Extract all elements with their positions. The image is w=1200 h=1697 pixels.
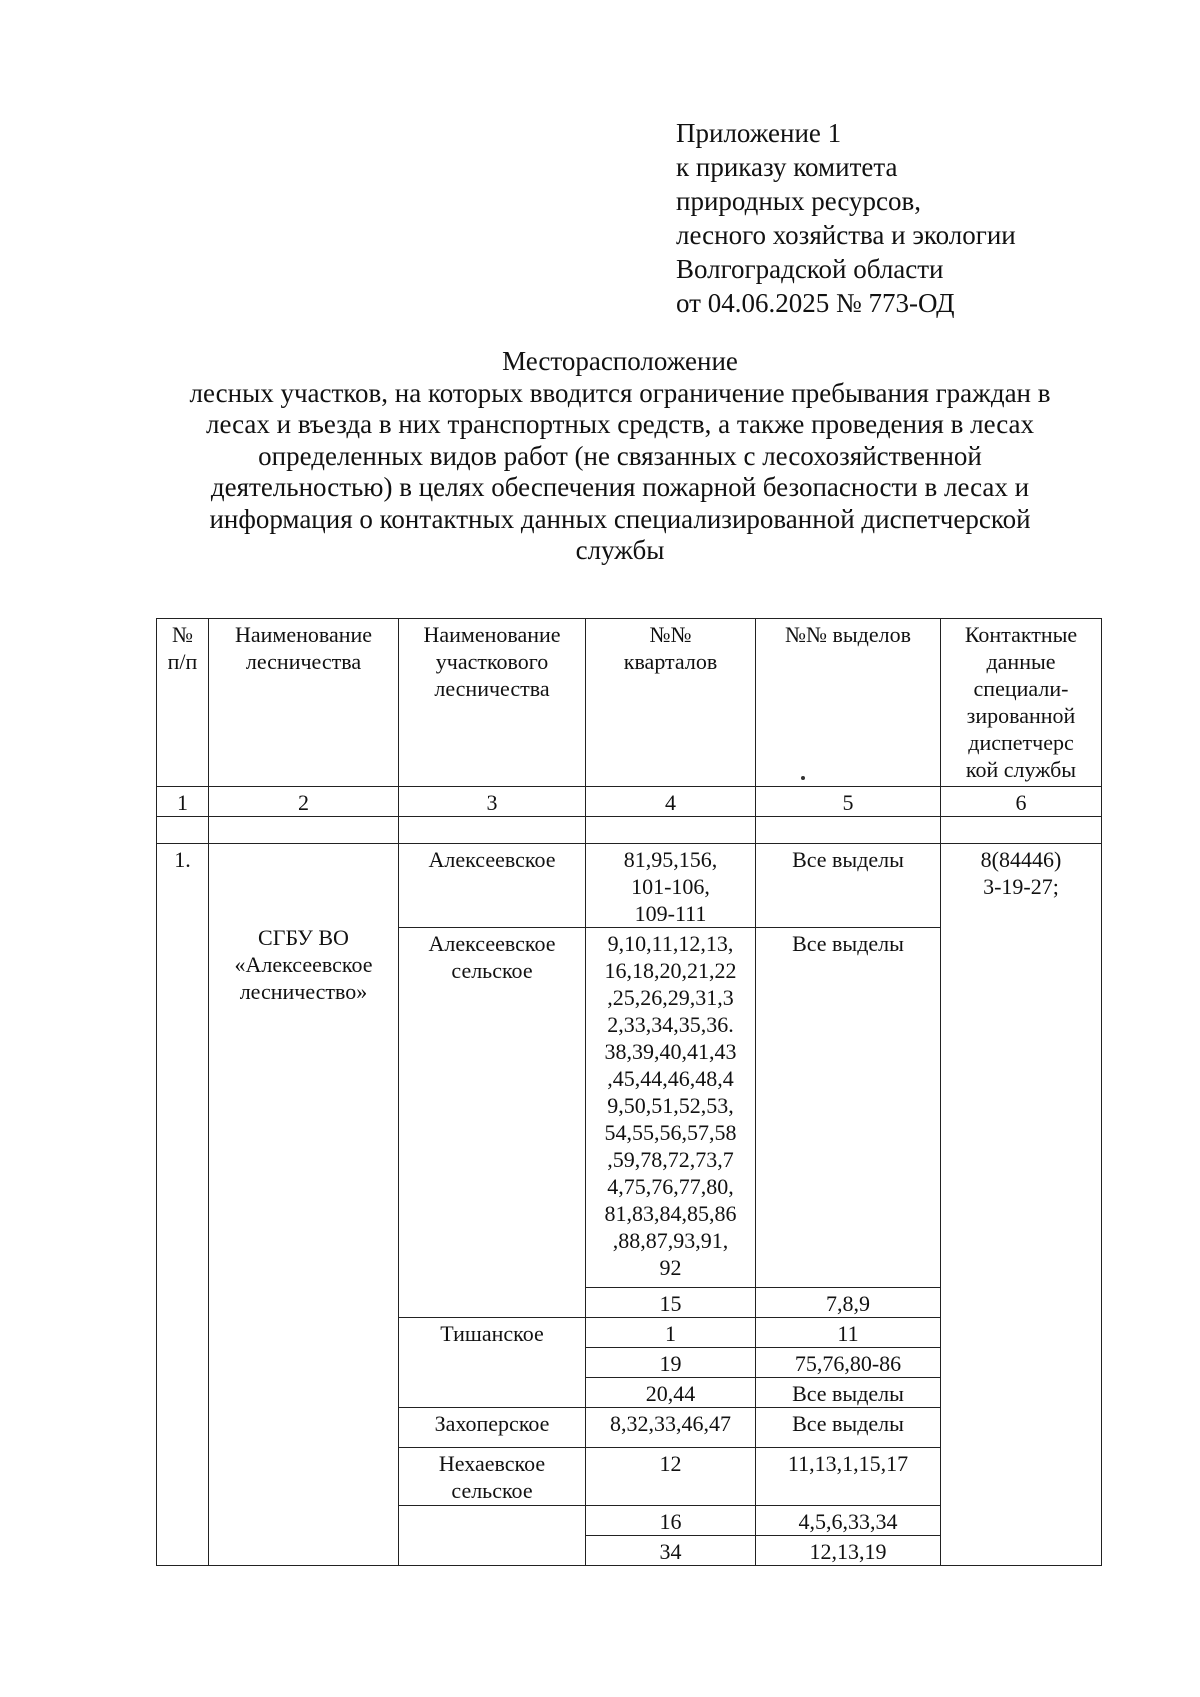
scan-dot: [801, 776, 805, 780]
appendix-line: от 04.06.2025 № 773-ОД: [676, 288, 955, 318]
header-district: Наименование участкового лесничества: [399, 619, 586, 787]
quarters-cell: 16: [586, 1506, 756, 1536]
district-name: Захоперское: [399, 1408, 586, 1448]
quarters-cell: 12: [586, 1448, 756, 1506]
title-line: информация о контактных данных специализированной диспетчерской: [209, 503, 1031, 534]
header-num: № п/п: [157, 619, 209, 787]
plots-cell: 11: [756, 1318, 941, 1348]
title-line: деятельностью) в целях обеспечения пожарной безопасности в лесах и: [210, 472, 1030, 502]
row-number: 1.: [157, 844, 209, 1566]
col-number: 5: [756, 787, 941, 817]
plots-cell: Все выделы: [756, 844, 941, 928]
quarters-cell: 15: [586, 1288, 756, 1318]
quarters-cell: 34: [586, 1536, 756, 1566]
district-name: Алексеевское сельское: [399, 928, 586, 1318]
table-row: [157, 844, 1102, 928]
district-name: Алексеевское: [399, 844, 586, 928]
plots-cell: 75,76,80-86: [756, 1348, 941, 1378]
header-forestry: Наименование лесничества: [209, 619, 399, 787]
table-header-row: [157, 619, 1102, 787]
plots-cell: 4,5,6,33,34: [756, 1506, 941, 1536]
quarters-cell: 81,95,156, 101-106, 109-111: [586, 844, 756, 928]
col-number: 3: [399, 787, 586, 817]
forest-plots-table: [156, 618, 1102, 1566]
plots-cell: 11,13,1,15,17: [756, 1448, 941, 1506]
column-number-row: [157, 787, 1102, 817]
title-line: лесах и въезда в них транспортных средств, а также проведения в лесах: [205, 409, 1035, 439]
title-line: Месторасположение: [502, 346, 738, 376]
appendix-line: Волгоградской области: [676, 254, 944, 284]
col-number: 4: [586, 787, 756, 817]
title-line: службы: [575, 535, 665, 565]
quarters-cell: 20,44: [586, 1378, 756, 1408]
title-line: лесных участков, на которых вводится ограничение пребывания граждан в: [189, 377, 1051, 408]
plots-cell: Все выделы: [756, 1408, 941, 1448]
quarters-cell: 9,10,11,12,13, 16,18,20,21,22 ,25,26,29,31,3 2,33,34,35,36. 38,39,40,41,43 ,45,44,46,48,4 9,50,51,52,53, 54,55,56,57,58 ,59,78,72,73,7 4,75,76,77,80, 81,83,84,85,86 ,88,87,93,91, 92: [586, 928, 756, 1288]
col-number: 6: [941, 787, 1102, 817]
appendix-line: природных ресурсов,: [676, 186, 921, 216]
header-quarters: №№ кварталов: [586, 619, 756, 787]
district-name: Тишанское: [399, 1318, 586, 1408]
plots-cell: Все выделы: [756, 928, 941, 1288]
appendix-line: лесного хозяйства и экологии: [676, 220, 1016, 250]
district-name: [399, 1506, 586, 1566]
plots-cell: 7,8,9: [756, 1288, 941, 1318]
quarters-cell: 19: [586, 1348, 756, 1378]
contact-cell: 8(84446) 3-19-27;: [941, 844, 1102, 1566]
col-number: 1: [157, 787, 209, 817]
district-name: Нехаевское сельское: [399, 1448, 586, 1506]
header-plots: №№ выделов: [756, 619, 941, 787]
appendix-block: [676, 116, 1016, 320]
forestry-name: СГБУ ВО «Алексеевское лесничество»: [209, 844, 399, 1566]
header-contacts: Контактные данные специали- зированной диспетчерс кой службы: [941, 619, 1102, 787]
quarters-cell: 8,32,33,46,47: [586, 1408, 756, 1448]
quarters-cell: 1: [586, 1318, 756, 1348]
title-line: определенных видов работ (не связанных с лесохозяйственной: [258, 440, 982, 471]
document-title: [150, 346, 1090, 567]
plots-cell: 12,13,19: [756, 1536, 941, 1566]
col-number: 2: [209, 787, 399, 817]
blank-row: [157, 817, 1102, 844]
appendix-line: к приказу комитета: [676, 152, 898, 182]
appendix-line: Приложение 1: [676, 118, 842, 148]
plots-cell: Все выделы: [756, 1378, 941, 1408]
